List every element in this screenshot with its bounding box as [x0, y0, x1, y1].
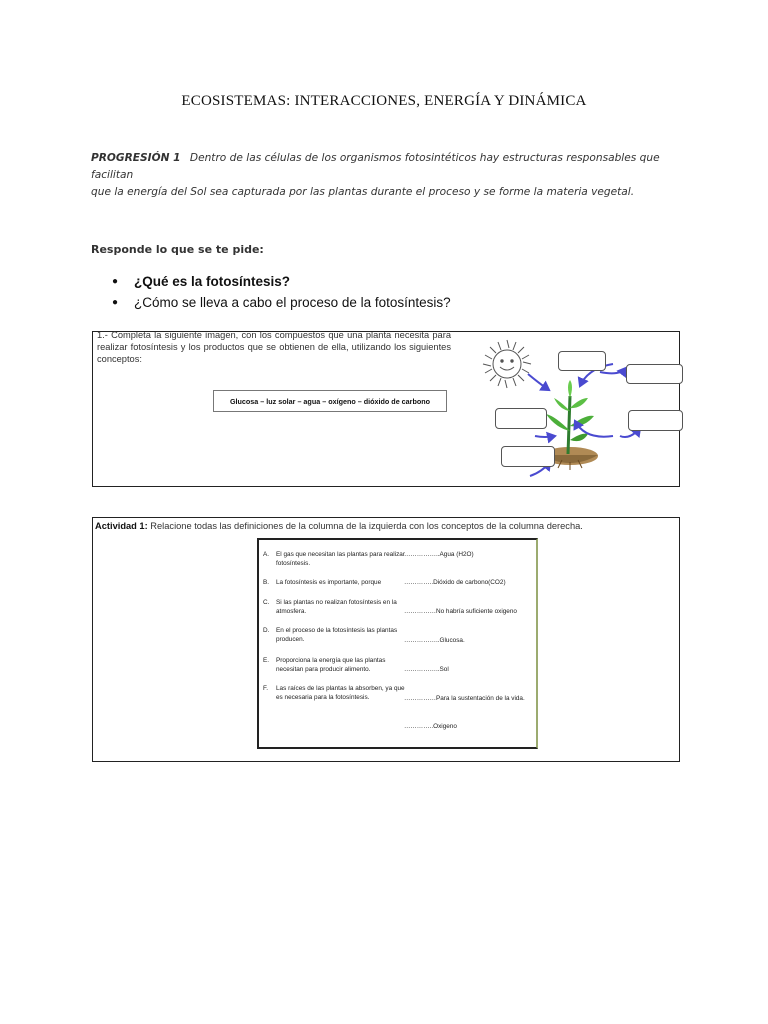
sun-icon: [483, 340, 531, 388]
definition-item: D. En el proceso de la fotosíntesis las plantas producen.: [263, 627, 398, 643]
definition-item: A. El gas que necesitan las plantas para realizar fotosíntesis.: [263, 551, 405, 567]
blank-box[interactable]: [558, 351, 606, 371]
question-text: ¿Qué es la fotosíntesis?: [134, 274, 291, 289]
concepts-box: Glucosa – luz solar – agua – oxígeno – dióxido de carbono: [213, 390, 447, 412]
bullet-icon: ●: [112, 276, 119, 287]
concept-item: ……………Para la sustentación de la vida.: [404, 695, 525, 702]
progresion-text-line1: Dentro de las células de los organismos fotosintéticos hay estructuras responsables que facilitan: [91, 152, 660, 181]
concept-item: …………..Oxigeno: [404, 723, 457, 730]
definition-item: B. La fotosíntesis es importante, porque: [263, 579, 382, 586]
concept-item: ……………..Sol: [404, 666, 449, 673]
exercise1-instructions: 1.- Completa la siguiente imagen, con los compuestos que una planta necesita para realizar fotosíntesis y los productos que se obtienen de ella, utilizando los siguientes conceptos:: [97, 330, 451, 364]
question-item: [112, 271, 451, 292]
blank-box[interactable]: [628, 410, 683, 431]
matching-table: [257, 538, 538, 749]
bullet-icon: ●: [112, 297, 119, 308]
activity1-title: [95, 521, 583, 531]
question-list: [112, 271, 451, 313]
definition-item: C. Si las plantas no realizan fotosíntesis en la atmosfera.: [263, 599, 397, 615]
concept-item: ……………..Glucosa.: [404, 637, 465, 644]
progresion-text-line2: que la energía del Sol sea capturada por las plantas durante el proceso y se forme la materia vegetal.: [91, 186, 635, 198]
concept-item: ……………No habría suficiente oxigeno: [404, 608, 517, 615]
responde-heading: Responde lo que se te pide:: [91, 243, 264, 256]
activity1-instructions: Relacione todas las definiciones de la columna de la izquierda con los conceptos de la columna derecha.: [150, 521, 583, 531]
question-item: [112, 292, 451, 313]
progresion-label: PROGRESIÓN 1: [91, 152, 181, 164]
blank-box[interactable]: [626, 364, 683, 384]
concept-item: ……………..Agua (H2O): [404, 551, 474, 558]
progresion-paragraph: [91, 150, 681, 201]
concept-item: …………..Dióxido de carbono(CO2): [404, 579, 506, 586]
exercise1-box: [92, 331, 680, 487]
definition-item: E. Proporciona la energía que las plantas necesitan para producir alimento.: [263, 657, 386, 673]
blank-box[interactable]: [501, 446, 555, 467]
definition-item: F. Las raíces de las plantas la absorben, ya que es necesaria para la fotosíntesis.: [263, 685, 405, 701]
activity1-label: Actividad 1:: [95, 521, 148, 531]
activity1-box: [92, 517, 680, 762]
question-text: ¿Cómo se lleva a cabo el proceso de la fotosíntesis?: [134, 295, 451, 310]
blank-box[interactable]: [495, 408, 547, 429]
photosynthesis-diagram: [470, 336, 670, 486]
page-title: ECOSISTEMAS: INTERACCIONES, ENERGÍA Y DINÁMICA: [181, 93, 587, 109]
